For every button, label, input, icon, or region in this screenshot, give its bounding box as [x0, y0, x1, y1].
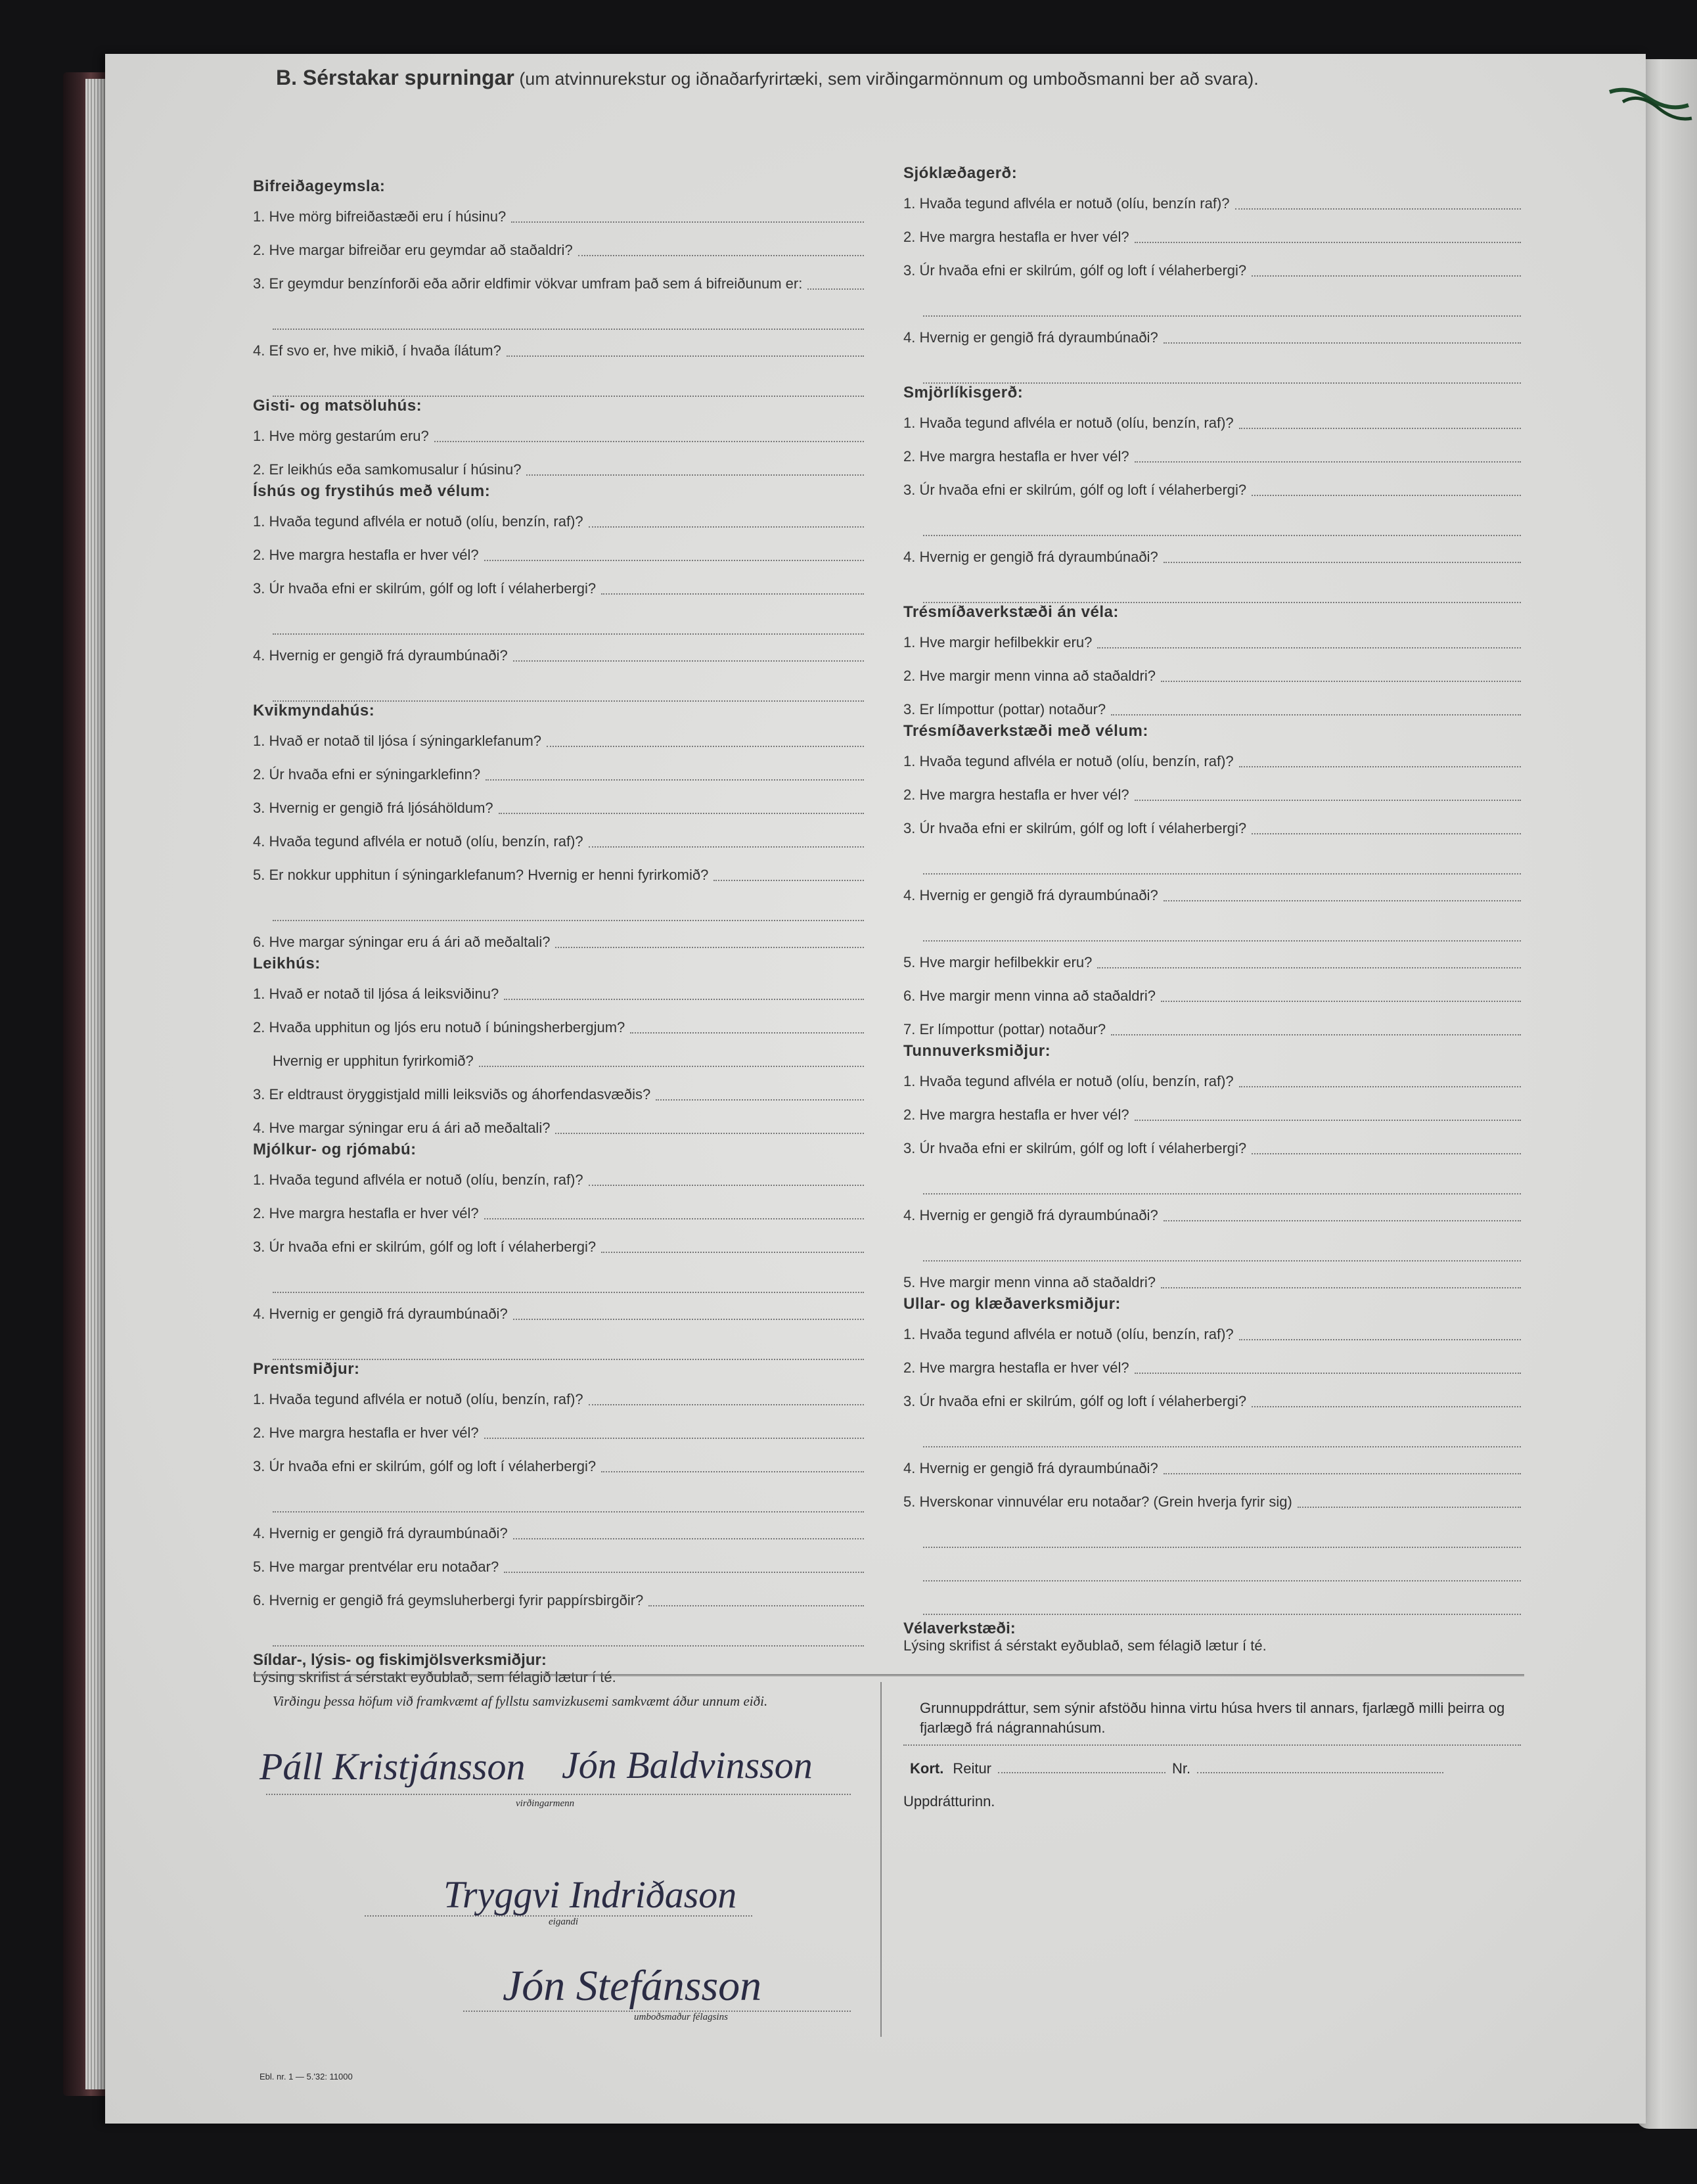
- answer-line[interactable]: [1161, 1001, 1521, 1002]
- answer-line[interactable]: [484, 1218, 864, 1219]
- question-text: 2. Hve margir menn vinna að staðaldri?: [903, 668, 1156, 684]
- owner-caption: eigandi: [549, 1917, 578, 1927]
- question-text: 6. Hve margir menn vinna að staðaldri?: [903, 988, 1156, 1004]
- answer-line[interactable]: [1252, 1406, 1521, 1407]
- section: [903, 603, 1521, 722]
- question-text: 3. Úr hvaða efni er skilrúm, gólf og loft í vélaherbergi?: [903, 820, 1247, 836]
- question-row: [253, 821, 864, 854]
- answer-line[interactable]: [547, 746, 864, 747]
- nr-field[interactable]: [1197, 1772, 1443, 1773]
- question-row: [253, 1293, 864, 1327]
- agent-signature: Jón Stefánsson: [503, 1962, 762, 2010]
- question-row: [903, 808, 1521, 841]
- drawing-label: Uppdrátturinn.: [903, 1793, 995, 1809]
- question-row: [903, 942, 1521, 975]
- answer-line-extra[interactable]: [923, 841, 1521, 875]
- section-title: Mjólkur- og rjómabú:: [253, 1141, 417, 1158]
- question-text: 2. Hve margra hestafla er hver vél?: [253, 547, 479, 563]
- question-text: 2. Hve margar bifreiðar eru geymdar að staðaldri?: [253, 242, 573, 258]
- question-text: 5. Hve margar prentvélar eru notaðar?: [253, 1558, 499, 1575]
- kort-label: Kort.: [910, 1760, 944, 1777]
- answer-line-extra[interactable]: [923, 350, 1521, 384]
- question-text: 2. Hve margra hestafla er hver vél?: [253, 1205, 479, 1221]
- question-row: [903, 689, 1521, 722]
- answer-line-extra[interactable]: [923, 1414, 1521, 1447]
- closing-title: Vélaverkstæði:: [903, 1620, 1016, 1637]
- question-text: 3. Er límpottur (pottar) notaður?: [903, 701, 1106, 717]
- closing-text: Lýsing skrifist á sérstakt eyðublað, sem félagið lætur í té.: [903, 1637, 1267, 1654]
- section: [903, 722, 1521, 1042]
- question-row: [903, 317, 1521, 350]
- question-row: [253, 1445, 864, 1479]
- form-header: [276, 66, 1445, 90]
- question-text: 1. Hvaða tegund aflvéla er notuð (olíu, benzín, raf)?: [253, 513, 583, 530]
- answer-line[interactable]: [713, 880, 864, 881]
- question-text: 5. Hverskonar vinnuvélar eru notaðar? (Grein hverja fyrir sig): [903, 1493, 1292, 1510]
- answer-line[interactable]: [1235, 208, 1521, 210]
- question-row: [253, 787, 864, 821]
- question-row: [903, 536, 1521, 570]
- answer-line[interactable]: [589, 1404, 864, 1405]
- answer-line[interactable]: [1135, 242, 1521, 243]
- answer-line[interactable]: [589, 1185, 864, 1186]
- floorplan-area: [903, 1698, 1521, 1810]
- print-code: Ebl. nr. 1 — 5.'32: 11000: [260, 2072, 353, 2082]
- question-text: 5. Hve margir hefilbekkir eru?: [903, 954, 1093, 970]
- question-row: [903, 975, 1521, 1009]
- answer-line-extra[interactable]: [923, 1548, 1521, 1581]
- answer-line[interactable]: [1111, 714, 1521, 716]
- question-text: 7. Er límpottur (pottar) notaður?: [903, 1021, 1106, 1037]
- question-row: [903, 1481, 1521, 1514]
- question-row: [253, 1412, 864, 1445]
- floorplan-rule: [903, 1744, 1521, 1746]
- section-title: Kvikmyndahús:: [253, 702, 375, 719]
- question-row: [903, 1380, 1521, 1414]
- answer-line[interactable]: [1164, 562, 1521, 563]
- question-text: 3. Úr hvaða efni er skilrúm, gólf og loft í vélaherbergi?: [903, 482, 1247, 498]
- answer-line[interactable]: [513, 1538, 864, 1539]
- answer-line[interactable]: [434, 441, 864, 442]
- answer-line[interactable]: [504, 999, 864, 1000]
- question-row: [903, 622, 1521, 655]
- question-text: 4. Hvernig er gengið frá dyraumbúnaði?: [903, 549, 1158, 565]
- question-row: [253, 1513, 864, 1546]
- question-text: 6. Hvernig er gengið frá geymsluherbergi fyrir pappírsbirgðir?: [253, 1592, 644, 1608]
- question-row: [903, 1127, 1521, 1161]
- form-subtitle: (um atvinnurekstur og iðnaðarfyrirtæki, sem virðingarmönnum og umboðsmanni ber að svara).: [519, 69, 1259, 89]
- answer-line-extra[interactable]: [273, 888, 864, 921]
- question-text: 1. Hvaða tegund aflvéla er notuð (olíu, benzín, raf)?: [903, 1073, 1234, 1089]
- question-text: 3. Úr hvaða efni er skilrúm, gólf og loft í vélaherbergi?: [253, 1458, 597, 1474]
- question-row: [903, 436, 1521, 469]
- question-text: Hvernig er upphitun fyrirkomið?: [273, 1053, 474, 1069]
- question-row: [253, 754, 864, 787]
- question-text: 1. Hvaða tegund aflvéla er notuð (olíu, benzín, raf)?: [253, 1172, 583, 1188]
- answer-line[interactable]: [601, 1252, 864, 1253]
- answer-line-extra[interactable]: [923, 283, 1521, 317]
- section-title: Gisti- og matsöluhús:: [253, 397, 422, 415]
- answer-line-extra[interactable]: [273, 363, 864, 397]
- closing-note: [253, 1652, 864, 1686]
- question-row: [253, 921, 864, 955]
- question-text: 3. Er eldtraust öryggistjald milli leiksviðs og áhorfendasvæðis?: [253, 1086, 651, 1103]
- answer-line[interactable]: [513, 1319, 864, 1320]
- answer-line[interactable]: [589, 526, 864, 528]
- question-row: [253, 449, 864, 482]
- question-text: 4. Hvernig er gengið frá dyraumbúnaði?: [253, 1525, 508, 1541]
- section: [253, 397, 864, 482]
- answer-line-extra[interactable]: [273, 1479, 864, 1513]
- question-row: [253, 501, 864, 534]
- section: [903, 384, 1521, 603]
- question-text: 4. Hvernig er gengið frá dyraumbúnaði?: [903, 329, 1158, 346]
- question-text: 1. Hvaða tegund aflvéla er notuð (olíu, benzín, raf)?: [253, 1391, 583, 1407]
- answer-line[interactable]: [807, 288, 864, 290]
- question-text: 3. Úr hvaða efni er skilrúm, gólf og loft í vélaherbergi?: [253, 1239, 597, 1255]
- question-row: [253, 1580, 864, 1613]
- question-row: [253, 635, 864, 668]
- reitur-label: Reitur: [953, 1760, 992, 1777]
- answer-line[interactable]: [513, 660, 864, 662]
- answer-line[interactable]: [1252, 495, 1521, 496]
- answer-line[interactable]: [1161, 681, 1521, 682]
- question-row: [253, 720, 864, 754]
- question-row: [903, 1313, 1521, 1347]
- question-row: [903, 1262, 1521, 1295]
- form-title: B. Sérstakar spurningar: [276, 66, 514, 89]
- question-text: 3. Úr hvaða efni er skilrúm, gólf og loft í vélaherbergi?: [903, 1140, 1247, 1156]
- answer-line-extra[interactable]: [923, 570, 1521, 603]
- question-text: 4. Hvaða tegund aflvéla er notuð (olíu, benzín, raf)?: [253, 833, 583, 850]
- question-row: [903, 655, 1521, 689]
- question-text: 4. Hvernig er gengið frá dyraumbúnaði?: [253, 647, 508, 664]
- question-text: 2. Er leikhús eða samkomusalur í húsinu?: [253, 461, 522, 478]
- section: [253, 1141, 864, 1360]
- owner-signature: Tryggvi Indriðason: [443, 1873, 737, 1916]
- question-row: [253, 854, 864, 888]
- section-title: Prentsmiðjur:: [253, 1360, 360, 1378]
- answer-line[interactable]: [511, 221, 864, 223]
- answer-line[interactable]: [555, 947, 864, 948]
- question-text: 5. Er nokkur upphitun í sýningarklefanum? Hvernig er henni fyrirkomið?: [253, 867, 709, 883]
- section-title: Sjóklæðagerð:: [903, 164, 1018, 182]
- question-text: 6. Hve margar sýningar eru á ári að meðaltali?: [253, 934, 551, 950]
- question-text: 2. Hve margra hestafla er hver vél?: [903, 1359, 1129, 1376]
- appraiser-signature-1: Páll Kristjánsson: [260, 1745, 526, 1788]
- question-row: [903, 740, 1521, 774]
- question-row: [903, 1347, 1521, 1380]
- answer-line[interactable]: [1161, 1287, 1521, 1288]
- answer-line[interactable]: [656, 1099, 864, 1101]
- binding-string: [1603, 66, 1695, 138]
- question-text: 3. Úr hvaða efni er skilrúm, gólf og loft í vélaherbergi?: [903, 262, 1247, 279]
- answer-line[interactable]: [578, 255, 864, 256]
- question-text: 3. Úr hvaða efni er skilrúm, gólf og loft í vélaherbergi?: [903, 1393, 1247, 1409]
- question-row: [253, 1107, 864, 1141]
- appraiser-signature-2: Jón Baldvinsson: [562, 1744, 813, 1786]
- answer-line[interactable]: [1111, 1034, 1521, 1035]
- question-text: 2. Hve margra hestafla er hver vél?: [903, 448, 1129, 465]
- floorplan-text: Grunnuppdráttur, sem sýnir afstöðu hinna virtu húsa hvers til annars, fjarlægð milli þeirra og fjarlægð frá nágrannahúsum.: [920, 1700, 1505, 1736]
- question-row: [903, 1009, 1521, 1042]
- question-row: [253, 196, 864, 229]
- section: [253, 482, 864, 702]
- question-text: 2. Hve margra hestafla er hver vél?: [903, 229, 1129, 245]
- question-row: [903, 774, 1521, 808]
- section: [903, 1295, 1521, 1615]
- question-text: 4. Hvernig er gengið frá dyraumbúnaði?: [253, 1306, 508, 1322]
- answer-line[interactable]: [1164, 1473, 1521, 1474]
- answer-line[interactable]: [1135, 461, 1521, 463]
- section-title: Trésmíðaverkstæði með vélum:: [903, 722, 1148, 740]
- answer-line[interactable]: [1239, 1339, 1521, 1340]
- question-row: [253, 415, 864, 449]
- oath-text: Virðingu þessa höfum við framkvæmt af fyllstu samvizkusemi samkvæmt áður unnum eiði.: [273, 1693, 768, 1709]
- answer-line-extra[interactable]: [273, 668, 864, 702]
- question-row: [253, 1193, 864, 1226]
- answer-line-extra[interactable]: [273, 296, 864, 330]
- question-row: [253, 263, 864, 296]
- question-row: [903, 1060, 1521, 1094]
- section-title: Tunnuverksmiðjur:: [903, 1042, 1051, 1060]
- question-row: [903, 1094, 1521, 1127]
- question-row: [903, 250, 1521, 283]
- section: [253, 177, 864, 397]
- answer-line[interactable]: [1252, 1153, 1521, 1154]
- question-text: 1. Hvaða tegund aflvéla er notuð (olíu, benzín, raf)?: [903, 753, 1234, 769]
- answer-line-extra[interactable]: [923, 503, 1521, 536]
- question-text: 3. Hvernig er gengið frá ljósáhöldum?: [253, 800, 493, 816]
- question-text: 4. Hvernig er gengið frá dyraumbúnaði?: [903, 1460, 1158, 1476]
- section-title: Leikhús:: [253, 955, 321, 972]
- appraisers-caption: virðingarmenn: [516, 1798, 575, 1809]
- answer-line-extra[interactable]: [273, 601, 864, 635]
- answer-line[interactable]: [1252, 275, 1521, 277]
- question-row: [253, 1378, 864, 1412]
- question-text: 1. Hve margir hefilbekkir eru?: [903, 634, 1093, 650]
- section-title: Trésmíðaverkstæði án véla:: [903, 603, 1119, 621]
- appraisers-signature-line[interactable]: [266, 1794, 851, 1795]
- question-row: [253, 534, 864, 568]
- answer-line[interactable]: [484, 1438, 864, 1439]
- question-text: 1. Hvaða tegund aflvéla er notuð (olíu, benzín, raf)?: [903, 1326, 1234, 1342]
- question-text: 4. Hvernig er gengið frá dyraumbúnaði?: [903, 1207, 1158, 1223]
- answer-line[interactable]: [1164, 900, 1521, 901]
- question-text: 2. Hve margra hestafla er hver vél?: [253, 1424, 479, 1441]
- question-row: [253, 1546, 864, 1580]
- question-row: [253, 1074, 864, 1107]
- answer-line[interactable]: [1164, 342, 1521, 344]
- answer-line-extra[interactable]: [923, 1161, 1521, 1194]
- answer-line-extra[interactable]: [923, 908, 1521, 942]
- question-row: [253, 1226, 864, 1260]
- question-row: [903, 469, 1521, 503]
- question-text: 3. Er geymdur benzínforði eða aðrir eldfimir vökvar umfram það sem á bifreiðunum er:: [253, 275, 803, 292]
- question-row: [253, 1007, 864, 1040]
- answer-line[interactable]: [648, 1605, 864, 1606]
- section: [903, 164, 1521, 384]
- question-row: [253, 568, 864, 601]
- question-row: [903, 1447, 1521, 1481]
- question-row: [903, 875, 1521, 908]
- question-text: 1. Hvaða tegund aflvéla er notuð (olíu, benzín raf)?: [903, 195, 1230, 212]
- answer-line[interactable]: [1239, 428, 1521, 429]
- question-text: 2. Úr hvaða efni er sýningarklefinn?: [253, 766, 481, 783]
- answer-line[interactable]: [1097, 647, 1521, 648]
- answer-line-extra[interactable]: [923, 1581, 1521, 1615]
- section: [253, 955, 864, 1141]
- answer-line[interactable]: [1252, 833, 1521, 834]
- question-row: [253, 229, 864, 263]
- question-row: [903, 1194, 1521, 1228]
- kort-row: [910, 1760, 1521, 1777]
- reitur-field[interactable]: [998, 1772, 1165, 1773]
- answer-line-extra[interactable]: [273, 1327, 864, 1360]
- section-title: Íshús og frystihús með vélum:: [253, 482, 491, 500]
- section-divider: [253, 1674, 1524, 1676]
- question-text: 2. Hve margra hestafla er hver vél?: [903, 1106, 1129, 1123]
- section-title: Bifreiðageymsla:: [253, 177, 386, 195]
- signature-area: [253, 1692, 864, 2022]
- closing-title: Síldar-, lýsis- og fiskimjölsverksmiðjur:: [253, 1651, 547, 1669]
- section-title: Ullar- og klæðaverksmiðjur:: [903, 1295, 1121, 1313]
- answer-line[interactable]: [1135, 800, 1521, 801]
- question-text: 4. Hvernig er gengið frá dyraumbúnaði?: [903, 887, 1158, 903]
- answer-line[interactable]: [484, 560, 864, 561]
- question-row: [253, 330, 864, 363]
- answer-line[interactable]: [1239, 1086, 1521, 1087]
- section: [253, 702, 864, 955]
- answer-line[interactable]: [1135, 1120, 1521, 1121]
- answer-line-extra[interactable]: [273, 1613, 864, 1647]
- question-row: [253, 973, 864, 1007]
- closing-text: Lýsing skrifist á sérstakt eyðublað, sem félagið lætur í té.: [253, 1669, 616, 1685]
- question-text: 4. Ef svo er, hve mikið, í hvaða ílátum?: [253, 342, 501, 359]
- column-divider: [880, 1682, 882, 2037]
- question-row: [903, 183, 1521, 216]
- answer-line[interactable]: [1135, 1373, 1521, 1374]
- answer-line[interactable]: [479, 1066, 864, 1067]
- answer-line-extra[interactable]: [923, 1514, 1521, 1548]
- answer-line[interactable]: [526, 474, 864, 476]
- question-text: 3. Úr hvaða efni er skilrúm, gólf og loft í vélaherbergi?: [253, 580, 597, 597]
- closing-note: [903, 1620, 1521, 1654]
- agent-caption: umboðsmaður félagsins: [634, 2012, 728, 2022]
- question-row: [253, 1040, 864, 1074]
- answer-line[interactable]: [1298, 1507, 1521, 1508]
- section: [253, 1360, 864, 1647]
- answer-line[interactable]: [499, 813, 864, 814]
- answer-line[interactable]: [589, 846, 864, 848]
- right-column: [903, 164, 1521, 1654]
- question-row: [253, 1159, 864, 1193]
- answer-line[interactable]: [1239, 766, 1521, 767]
- answer-line[interactable]: [555, 1133, 864, 1134]
- question-row: [903, 402, 1521, 436]
- answer-line[interactable]: [601, 1471, 864, 1472]
- answer-line[interactable]: [1164, 1220, 1521, 1221]
- question-text: 2. Hvaða upphitun og ljós eru notuð í búningsherbergjum?: [253, 1019, 625, 1035]
- section-title: Smjörlíkisgerð:: [903, 384, 1024, 401]
- question-text: 1. Hve mörg gestarúm eru?: [253, 428, 429, 444]
- answer-line[interactable]: [486, 779, 864, 781]
- question-row: [903, 216, 1521, 250]
- question-text: 1. Hvað er notað til ljósa á leiksviðinu?: [253, 986, 499, 1002]
- answer-line[interactable]: [601, 593, 864, 595]
- answer-line[interactable]: [507, 355, 864, 357]
- left-column: [253, 177, 864, 1686]
- question-text: 4. Hve margar sýningar eru á ári að meðaltali?: [253, 1120, 551, 1136]
- question-text: 1. Hvaða tegund aflvéla er notuð (olíu, benzín, raf)?: [903, 415, 1234, 431]
- nr-label: Nr.: [1172, 1760, 1191, 1777]
- section: [903, 1042, 1521, 1295]
- answer-line[interactable]: [630, 1032, 864, 1034]
- answer-line-extra[interactable]: [273, 1260, 864, 1293]
- question-text: 2. Hve margra hestafla er hver vél?: [903, 786, 1129, 803]
- question-text: 1. Hve mörg bifreiðastæði eru í húsinu?: [253, 208, 507, 225]
- answer-line[interactable]: [1097, 967, 1521, 968]
- answer-line[interactable]: [504, 1572, 864, 1573]
- question-text: 5. Hve margir menn vinna að staðaldri?: [903, 1274, 1156, 1290]
- question-text: 1. Hvað er notað til ljósa í sýningarklefanum?: [253, 733, 542, 749]
- answer-line-extra[interactable]: [923, 1228, 1521, 1262]
